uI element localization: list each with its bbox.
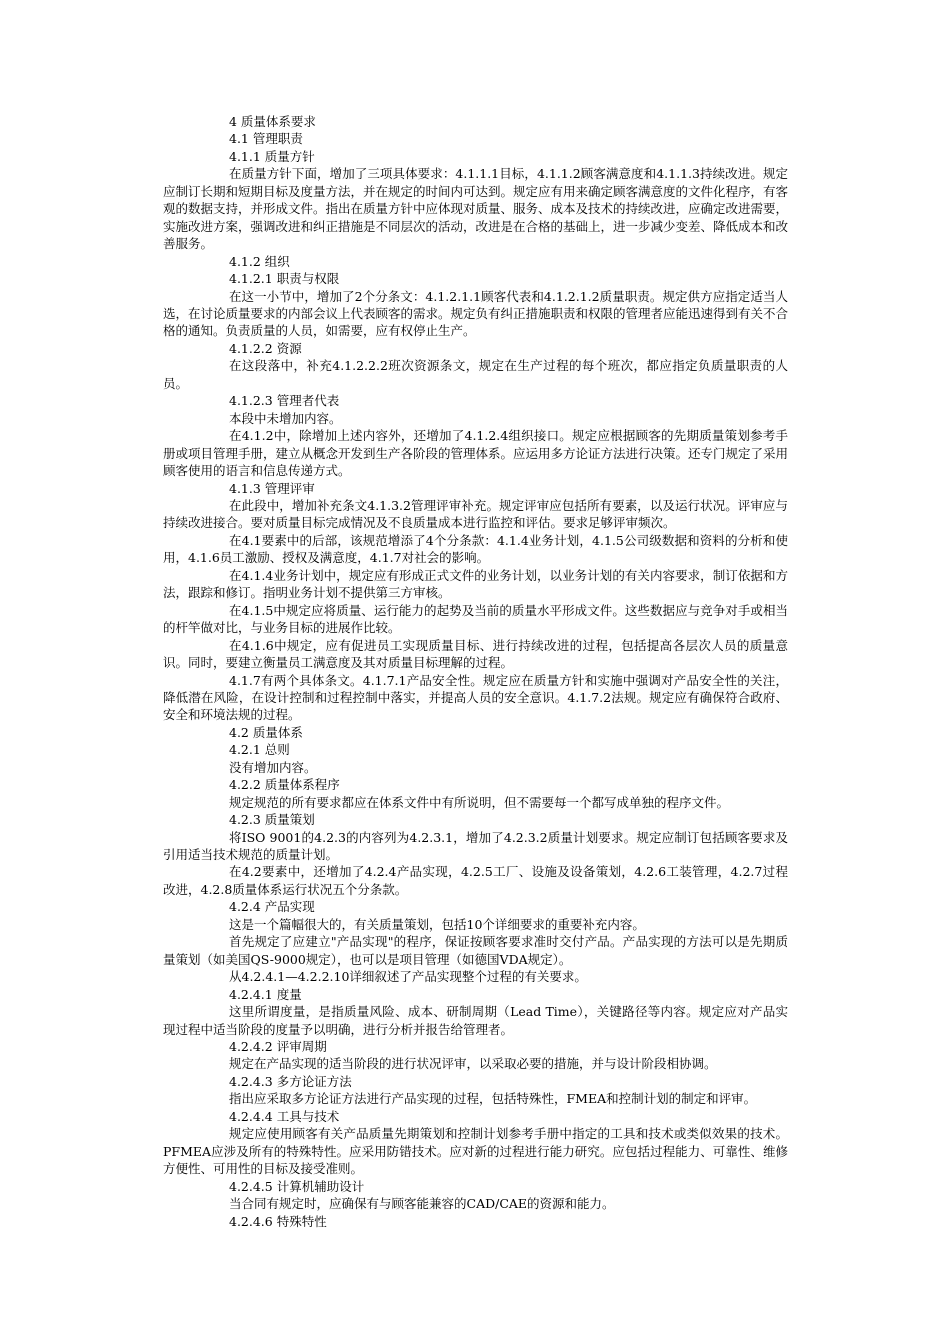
section-heading: 4.1 管理职责 xyxy=(229,131,303,147)
section-heading: 4.1.1 质量方针 xyxy=(229,148,315,164)
paragraph: 这里所谓度量，是指质量风险、成本、研制周期（Lead Time），关键路径等内容。规定应对产品实现过程中适当阶段的度量予以明确，进行分析并报告给管理者。 xyxy=(163,1004,788,1037)
paragraph: 将ISO 9001的4.2.3的内容列为4.2.3.1，增加了4.2.3.2质量计划要求。规定应制订包括顾客要求及引用适当技术规范的质量计划。 xyxy=(163,829,788,863)
section-heading: 4.1.3 管理评审 xyxy=(229,480,315,496)
paragraph: 规定规范的所有要求都应在体系文件中有所说明，但不需要每一个都写成单独的程序文件。 xyxy=(229,794,730,810)
paragraph: 在4.1.2中，除增加上述内容外，还增加了4.1.2.4组织接口。规定应根据顾客的先期质量策划参考手册或项目管理手册，建立从概念开发到生产各阶段的管理体系。应运用多方论证方法进行决策。还专门规定了采用顾客使用的语言和信息传递方式。 xyxy=(163,428,789,479)
section-heading: 4.2.4.4 工具与技术 xyxy=(229,1108,340,1124)
paragraph: 在这段落中，补充4.1.2.2.2班次资源条文，规定在生产过程的每个班次，都应指定负质量职责的人员。 xyxy=(163,358,788,391)
paragraph: 在此段中，增加补充条文4.1.3.2管理评审补充。规定评审应包括所有要素，以及运行状况。评审应与持续改进接合。要对质量目标完成情况及不良质量成本进行监控和评估。要求足够评审频次。 xyxy=(163,497,788,531)
section-heading: 4.1.2.2 资源 xyxy=(229,340,302,356)
paragraph: 4.1.7有两个具体条文。4.1.7.1产品安全性。规定应在质量方针和实施中强调对产品安全性的关注，降低潜在风险，在设计控制和过程控制中落实，并提高人员的安全意识。4.1.7.2法规。规定应有确保符合政府、安全和环境法规的过程。 xyxy=(163,672,788,723)
paragraph: 规定应使用顾客有关产品质量先期策划和控制计划参考手册中指定的工具和技术或类似效果的技术。PFMEA应涉及所有的特殊特性。应采用防错技术。应对新的过程进行能力研究。应包括过程能力、可靠性、维修方便性、可用性的目标及接受准则。 xyxy=(163,1126,788,1177)
paragraph: 规定在产品实现的适当阶段的进行状况评审，以采取必要的措施，并与设计阶段相协调。 xyxy=(229,1056,717,1072)
paragraph: 在4.1.5中规定应将质量、运行能力的起势及当前的质量水平形成文件。这些数据应与竞争对手或相当的杆竿做对比，与业务目标的进展作比较。 xyxy=(163,602,788,636)
section-heading: 4 质量体系要求 xyxy=(229,114,316,129)
section-heading: 4.2.2 质量体系程序 xyxy=(229,777,340,793)
paragraph: 首先规定了应建立"产品实现"的程序，保证按顾客要求准时交付产品。产品实现的方法可以是先期质量策划（如美国QS-9000规定），也可以是项目管理（如德国VDA规定）。 xyxy=(163,934,788,967)
section-heading: 4.2.4.3 多方论证方法 xyxy=(229,1073,352,1089)
paragraph: 在质量方针下面，增加了三项具体要求：4.1.1.1目标，4.1.1.2顾客满意度和4.1.1.3持续改进。规定应制订长期和短期目标及度量方法，并在规定的时间内可达到。规定应有用来确定顾客满意度的文件化程序，有客观的数据支持，并形成文件。指出在质量方针中应体现对质量、服务、成本及技术的持续改进，应确定改进需要，实施改进方案，强调改进和纠正措施是不同层次的活动，改进是在合格的基础上，进一步减少变差、降低成本和改善服务。 xyxy=(163,166,789,252)
paragraph: 从4.2.4.1—4.2.2.10详细叙述了产品实现整个过程的有关要求。 xyxy=(229,969,587,985)
paragraph: 没有增加内容。 xyxy=(229,759,317,775)
section-heading: 4.1.2 组织 xyxy=(229,253,290,269)
paragraph: 当合同有规定时，应确保有与顾客能兼容的CAD/CAE的资源和能力。 xyxy=(229,1196,615,1212)
section-heading: 4.2.4.5 计算机辅助设计 xyxy=(229,1178,365,1194)
section-heading: 4.2.4.6 特殊特性 xyxy=(229,1213,327,1229)
paragraph: 在4.1.4业务计划中，规定应有形成正式文件的业务计划，以业务计划的有关内容要求，制订依据和方法，跟踪和修订。指明业务计划不提供第三方审核。 xyxy=(163,567,788,601)
section-heading: 4.2.3 质量策划 xyxy=(229,812,315,828)
section-heading: 4.1.2.1 职责与权限 xyxy=(229,271,340,287)
paragraph: 在4.2要素中，还增加了4.2.4产品实现，4.2.5工厂、设施及设备策划，4.2.6工装管理，4.2.7过程改进，4.2.8质量体系运行状况五个分条款。 xyxy=(163,864,788,897)
section-heading: 4.2 质量体系 xyxy=(229,724,303,740)
paragraph: 在4.1要素中的后部，该规范增添了4个分条款：4.1.4业务计划，4.1.5公司级数据和资料的分析和使用，4.1.6员工激励、授权及满意度，4.1.7对社会的影响。 xyxy=(163,532,788,566)
document-body xyxy=(163,113,788,1230)
section-heading: 4.2.4.2 评审周期 xyxy=(229,1039,327,1055)
paragraph: 本段中未增加内容。 xyxy=(229,410,342,426)
section-heading: 4.2.4 产品实现 xyxy=(229,899,315,915)
paragraph: 这是一个篇幅很大的，有关质量策划，包括10个详细要求的重要补充内容。 xyxy=(229,916,645,932)
section-heading: 4.1.2.3 管理者代表 xyxy=(229,393,340,409)
section-heading: 4.2.1 总则 xyxy=(229,742,290,758)
paragraph: 在4.1.6中规定，应有促进员工实现质量目标、进行持续改进的过程，包括提高各层次人员的质量意识。同时，要建立衡量员工满意度及其对质量目标理解的过程。 xyxy=(163,637,788,671)
paragraph: 在这一小节中，增加了2个分条文：4.1.2.1.1顾客代表和4.1.2.1.2质量职责。规定供方应指定适当人选，在讨论质量要求的内部会议上代表顾客的需求。规定负有纠正措施职责和权限的管理者应能迅速得到有关不合格的通知。负责质量的人员，如需要，应有权停止生产。 xyxy=(163,288,789,339)
paragraph: 指出应采取多方论证方法进行产品实现的过程，包括特殊性，FMEA和控制计划的制定和评审。 xyxy=(229,1091,757,1107)
section-heading: 4.2.4.1 度量 xyxy=(229,986,302,1002)
